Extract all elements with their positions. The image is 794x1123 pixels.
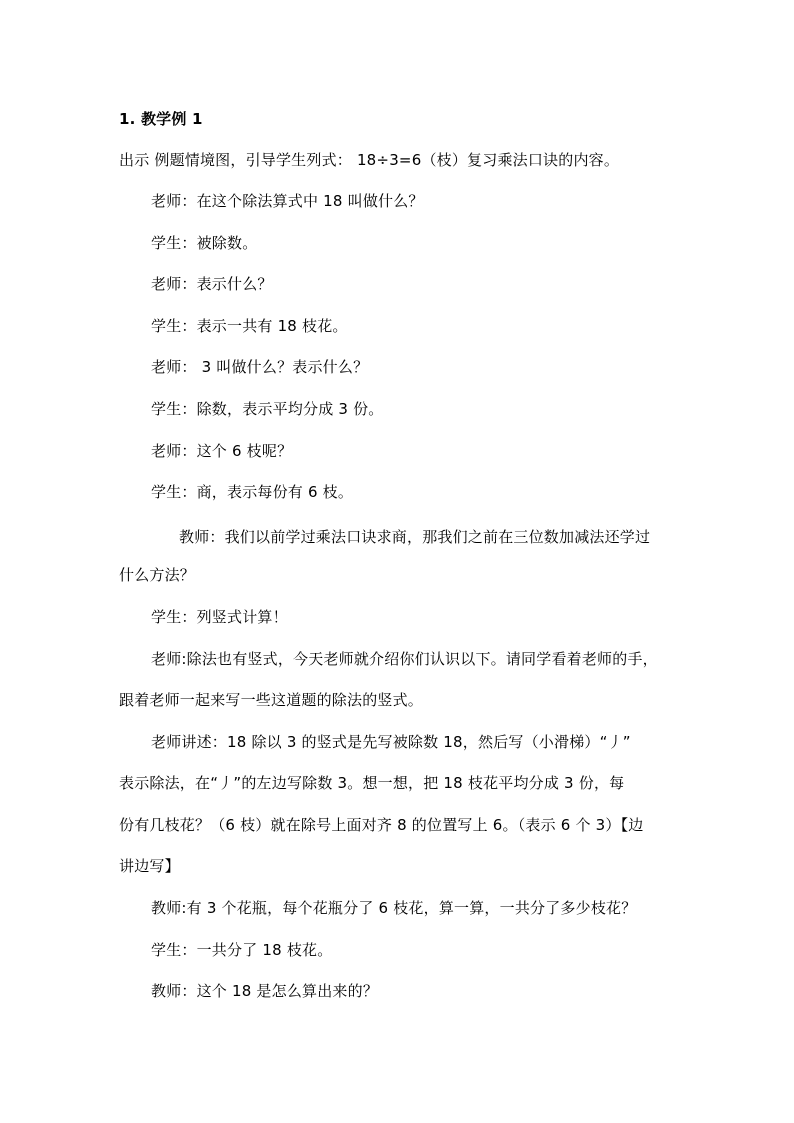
text-line: 老师:除法也有竖式，今天老师就介绍你们认识以下。请同学看着老师的手， <box>151 650 658 668</box>
text-line: 学生：除数，表示平均分成 3 份。 <box>151 400 384 418</box>
text-line: 学生：列竖式计算！ <box>151 608 288 626</box>
text-line: 表示除法，在“丿”的左边写除数 3。想一想，把 18 枝花平均分成 3 份，每 <box>119 774 625 792</box>
text-line: 学生：表示一共有 18 枝花。 <box>151 317 348 335</box>
text-line: 老师：表示什么？ <box>151 275 273 293</box>
text-line: 什么方法？ <box>119 566 196 584</box>
text-line: 老师： 3 叫做什么？表示什么？ <box>151 358 369 376</box>
text-line: 教师：我们以前学过乘法口诀求商，那我们之前在三位数加减法还学过 <box>179 528 651 546</box>
text-line: 讲边写】 <box>119 857 180 875</box>
text-line: 教师：这个 18 是怎么算出来的？ <box>151 982 379 1000</box>
text-line: 老师：这个 6 枝呢？ <box>151 442 293 460</box>
section-heading: 1. 教学例 1 <box>119 110 203 128</box>
text-line: 老师：在这个除法算式中 18 叫做什么？ <box>151 192 424 210</box>
text-line: 教师:有 3 个花瓶，每个花瓶分了 6 枝花，算一算，一共分了多少枝花？ <box>151 899 637 917</box>
text-line: 出示 例题情境图，引导学生列式： 18÷3=6（枝）复习乘法口诀的内容。 <box>119 151 620 169</box>
text-line: 学生：被除数。 <box>151 234 258 252</box>
text-line: 学生：一共分了 18 枝花。 <box>151 941 333 959</box>
text-line: 份有几枝花？（6 枝）就在除号上面对齐 8 的位置写上 6。（表示 6 个 3）【边 <box>119 816 644 834</box>
text-line: 学生：商，表示每份有 6 枝。 <box>151 483 354 501</box>
text-line: 老师讲述：18 除以 3 的竖式是先写被除数 18，然后写（小滑梯）“丿” <box>151 733 631 751</box>
text-line: 跟着老师一起来写一些这道题的除法的竖式。 <box>119 691 424 709</box>
